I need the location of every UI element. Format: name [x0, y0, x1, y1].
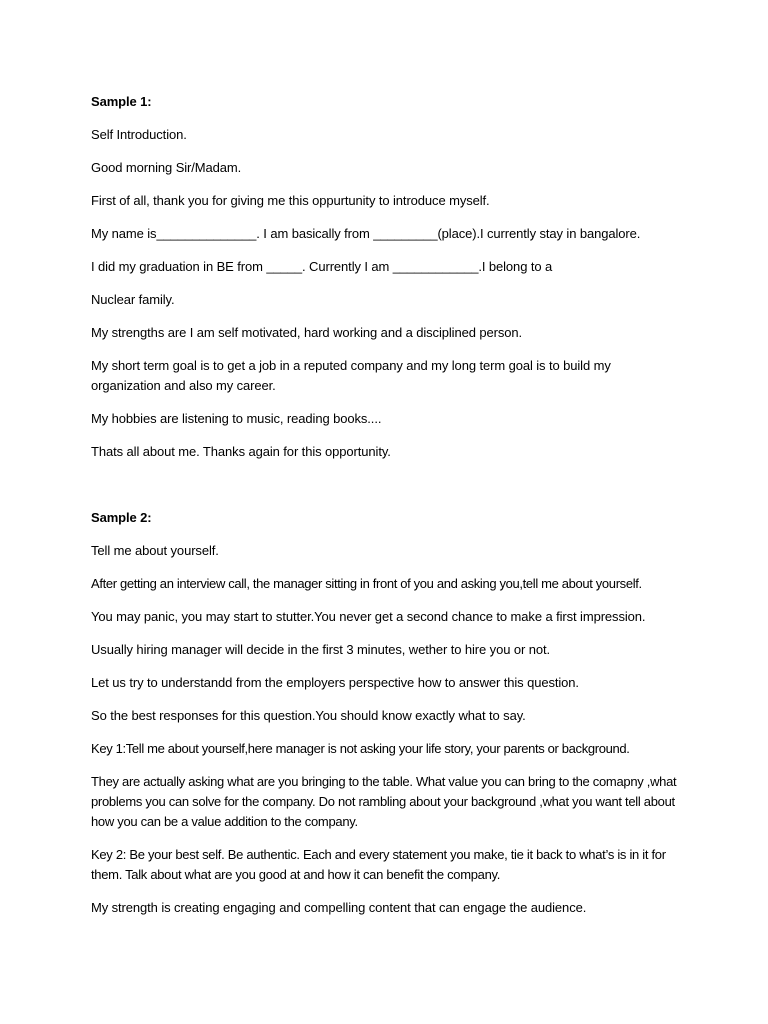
paragraph: Tell me about yourself.: [91, 543, 219, 558]
paragraph: Thats all about me. Thanks again for this opportunity.: [91, 444, 391, 459]
paragraph: My strengths are I am self motivated, hard working and a disciplined person.: [91, 325, 523, 340]
paragraph: My strength is creating engaging and compelling content that can engage the audience.: [91, 900, 587, 915]
paragraph: Nuclear family.: [91, 292, 175, 307]
paragraph: Usually hiring manager will decide in the first 3 minutes, wether to hire you or not.: [91, 642, 550, 657]
paragraph: Good morning Sir/Madam.: [91, 160, 242, 175]
paragraph: I did my graduation in BE from _____. Currently I am ____________.I belong to a: [91, 259, 553, 274]
paragraph: Key 2: Be your best self. Be authentic. Each and every statement you make, tie it back to what’s is in it for them. Talk about what are you good at and how it can benefit the company.: [91, 847, 666, 882]
paragraph: My name is______________. I am basically from _________(place).I currently stay in bangalore.: [91, 226, 641, 241]
paragraph: So the best responses for this question.You should know exactly what to say.: [91, 708, 526, 723]
paragraph: Let us try to understandd from the employers perspective how to answer this question.: [91, 675, 579, 690]
paragraph: My short term goal is to get a job in a reputed company and my long term goal is to build my organization and also my career.: [91, 358, 611, 393]
paragraph: Self Introduction.: [91, 127, 187, 142]
paragraph: First of all, thank you for giving me this oppurtunity to introduce myself.: [91, 193, 490, 208]
sample-2-heading: Sample 2:: [91, 510, 152, 525]
sample-1-heading: Sample 1:: [91, 94, 152, 109]
paragraph: You may panic, you may start to stutter.You never get a second chance to make a first impression.: [91, 609, 646, 624]
paragraph: After getting an interview call, the manager sitting in front of you and asking you,tell me about yourself.: [91, 576, 642, 591]
paragraph: My hobbies are listening to music, reading books....: [91, 411, 382, 426]
paragraph: Key 1:Tell me about yourself,here manager is not asking your life story, your parents or background.: [91, 741, 630, 756]
paragraph: They are actually asking what are you bringing to the table. What value you can bring to the comapny ,what problems you can solve for the company. Do not rambling about your background ,what you want tell about how you can be a value addition to the company.: [91, 774, 677, 829]
